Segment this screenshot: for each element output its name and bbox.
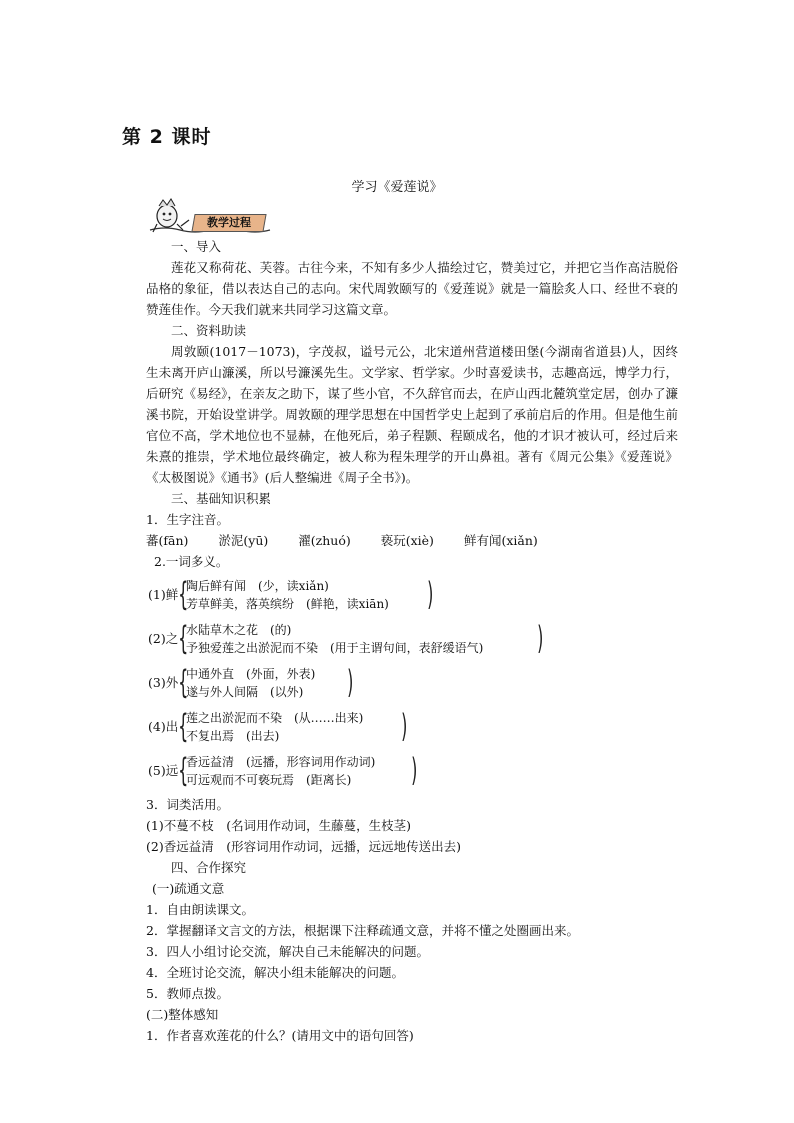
word-class-example: (2)香远益清 (形容词用作动词，远播，远远地传送出去) [146,839,461,854]
list-item: 4．全班讨论交流，解决小组未能解决的问题。 [146,965,404,980]
document-body [146,236,678,1046]
section-heading-materials: 二、资料助读 [171,323,247,338]
pinyin-item: 亵玩(xiè) [380,533,434,548]
pinyin-item: 濯(zhuó) [298,533,351,548]
section-heading-basics: 三、基础知识积累 [171,491,272,506]
author-bio-paragraph: 周敦颐(1017－1073)，字茂叔，谥号元公，北宋道州营道楼田堡(今湖南省道县)人，因终生未离开庐山濂溪，所以号濂溪先生。文学家、哲学家。少时喜爱读书，志趣高远，博学力行，后研究《易经》，在亲友之助下，谋了些小官，不久辞官而去，在庐山西北麓筑堂定居，创办了濂溪书院，开始设堂讲学。周敦颐的理学思想在中国哲学史上起到了承前启后的作用。但是他生前官位不高，学术地位也不显赫，在他死后，弟子程颢、程颐成名，他的才识才被认可，经过后来朱熹的推崇，学术地位最终确定，被人称为程朱理学的开山鼻祖。著有《周元公集》《爱莲说》《太极图说》《通书》(后人整编进《周子全书》)。 [146,344,678,485]
document-title: 学习《爱莲说》 [351,180,443,195]
pinyin-item: 淤泥(yū) [218,533,269,548]
pinyin-list [146,530,678,551]
item-polysemy: 2.一词多义。 [154,554,229,569]
polysemy-entry: (5)远 { 香远益清 (远播，形容词用作动词) 可远观而不可亵玩焉 (距离长) ) [148,751,418,789]
section-heading-intro: 一、导入 [171,239,222,254]
intro-paragraph: 莲花又称荷花、芙蓉。古往今来，不知有多少人描绘过它，赞美过它，并把它当作高洁脱俗品格的象征，借以表达自己的志向。宋代周敦颐写的《爱莲说》就是一篇脍炙人口、经世不衰的赞莲佳作。今天我们就来共同学习这篇文章。 [146,260,678,317]
list-item: 2．掌握翻译文言文的方法，根据课下注释疏通文意，并将不懂之处圈画出来。 [146,923,579,938]
list-item: 5．教师点拨。 [146,986,229,1001]
subsection-heading: (一)疏通文意 [152,881,225,896]
list-item: 3．四人小组讨论交流，解决自己未能解决的问题。 [146,944,429,959]
polysemy-entry: (2)之 { 水陆草木之花 (的) 予独爱莲之出淤泥而不染 (用于主谓句间，表舒缓语气) ) [148,619,544,657]
polysemy-entry: (3)外 { 中通外直 (外面，外表) 遂与外人间隔 (以外) ) [148,663,354,701]
item-word-class: 3．词类活用。 [146,797,229,812]
list-item: 1．自由朗读课文。 [146,902,254,917]
polysemy-entry: (1)鲜 { 陶后鲜有闻 (少，读xiǎn) 芳草鲜美，落英缤纷 (鲜艳，读xiān) ) [148,575,434,613]
section-heading-inquiry: 四、合作探究 [171,860,247,875]
lesson-title: 第 2 课时 [122,126,212,148]
pinyin-item: 蕃(fān) [146,533,189,548]
item-pronunciation: 1．生字注音。 [146,512,229,527]
list-item: 1．作者喜欢莲花的什么？(请用文中的语句回答) [146,1028,414,1043]
word-class-example: (1)不蔓不枝 (名词用作动词，生藤蔓，生枝茎) [146,818,411,833]
teaching-process-label: 教学过程 [191,214,266,232]
polysemy-entry: (4)出 { 莲之出淤泥而不染 (从……出来) 不复出焉 (出去) ) [148,707,408,745]
subsection-heading: (二)整体感知 [146,1007,219,1022]
pinyin-item: 鲜有闻(xiǎn) [463,533,538,548]
